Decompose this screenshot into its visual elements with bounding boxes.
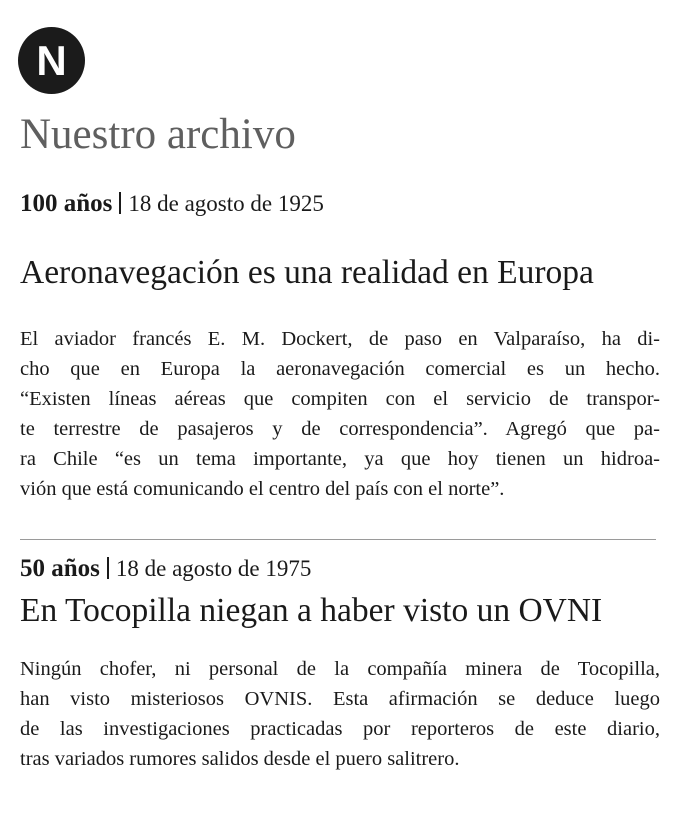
logo-letter: N xyxy=(36,36,67,84)
entry-2-line: Ningún chofer, ni personal de la compañía minera de Tocopilla, xyxy=(20,658,660,680)
entry-1-line: ra Chile “es un tema importante, ya que hoy tienen un hidroa- xyxy=(20,448,660,470)
section-divider xyxy=(20,539,656,540)
entry-2-separator xyxy=(107,557,109,579)
entry-1-date: 18 de agosto de 1925 xyxy=(128,191,324,216)
entry-1-line: vión que está comunicando el centro del país con el norte”. xyxy=(20,478,505,500)
entry-2-line: de las investigaciones practicadas por reporteros de este diario, xyxy=(20,718,660,740)
section-title: Nuestro archivo xyxy=(20,111,296,158)
entry-1-headline: Aeronavegación es una realidad en Europa xyxy=(20,254,594,291)
entry-1-line: te terrestre de pasajeros y de correspondencia”. Agregó que pa- xyxy=(20,418,660,440)
entry-1-line: El aviador francés E. M. Dockert, de paso en Valparaíso, ha di- xyxy=(20,328,660,350)
entry-2-headline: En Tocopilla niegan a haber visto un OVNI xyxy=(20,592,603,629)
entry-2-body xyxy=(20,654,660,774)
entry-1-separator xyxy=(119,192,121,214)
entry-2-line: han visto misteriosos OVNIS. Esta afirmación se deduce luego xyxy=(20,688,660,710)
entry-1-line: “Existen líneas aéreas que compiten con el servicio de transpor- xyxy=(20,388,660,410)
entry-1-body xyxy=(20,324,660,504)
newspaper-logo xyxy=(18,27,85,94)
entry-1-header xyxy=(20,190,324,218)
entry-2-header xyxy=(20,555,311,583)
entry-2-line: tras variados rumores salidos desde el puero salitrero. xyxy=(20,748,460,770)
entry-2-date: 18 de agosto de 1975 xyxy=(115,556,312,581)
entry-1-years: 100 años xyxy=(20,190,113,217)
entry-2-years: 50 años xyxy=(20,555,100,582)
entry-1-line: cho que en Europa la aeronavegación comercial es un hecho. xyxy=(20,358,660,380)
